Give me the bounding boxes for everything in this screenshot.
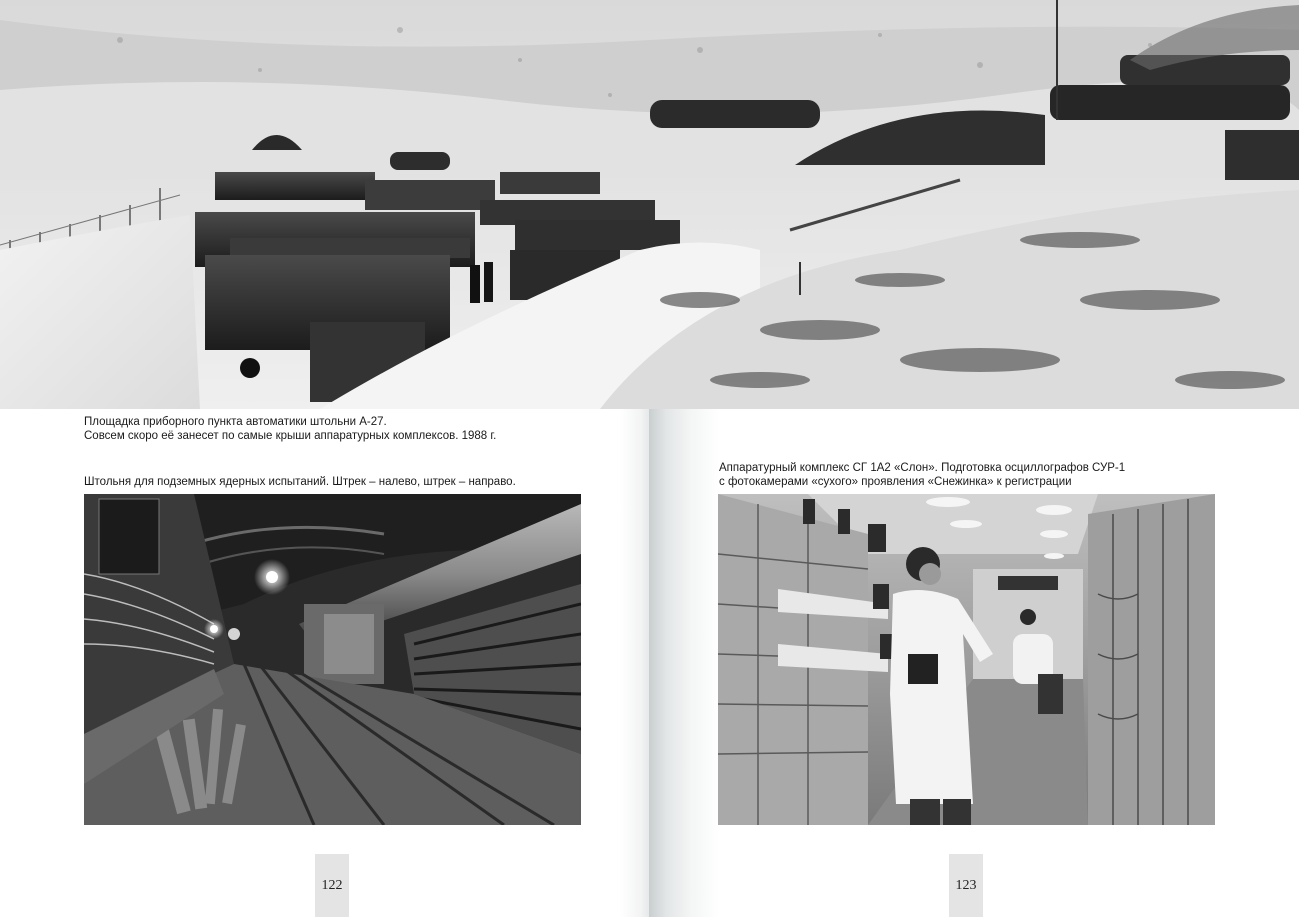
caption-snow-site-line1: Площадка приборного пункта автоматики штольни А-27. bbox=[84, 416, 387, 428]
photo-equipment-lab bbox=[718, 494, 1215, 825]
photo-snow-site-image bbox=[0, 0, 1299, 409]
page-number-left-text: 122 bbox=[321, 877, 343, 893]
caption-tunnel-line1: Штольня для подземных ядерных испытаний. Штрек – налево, штрек – направо. bbox=[84, 476, 516, 488]
caption-lab-line2: с фотокамерами «сухого» проявления «Снежинка» к регистрации bbox=[719, 476, 1072, 488]
gutter-shadow-right bbox=[649, 409, 719, 917]
caption-snow-site bbox=[84, 415, 496, 443]
page-number-left bbox=[315, 854, 349, 917]
photo-tunnel-image bbox=[84, 494, 581, 825]
page-number-right-text: 123 bbox=[955, 877, 977, 893]
photo-snow-site bbox=[0, 0, 1299, 409]
photo-equipment-lab-image bbox=[718, 494, 1215, 825]
caption-lab bbox=[719, 461, 1125, 489]
gutter-shadow-left bbox=[620, 409, 649, 917]
photo-tunnel bbox=[84, 494, 581, 825]
caption-snow-site-line2: Совсем скоро её занесет по самые крыши аппаратурных комплексов. 1988 г. bbox=[84, 430, 497, 442]
page-number-right bbox=[949, 854, 983, 917]
caption-tunnel bbox=[84, 475, 516, 489]
caption-lab-line1: Аппаратурный комплекс СГ 1А2 «Слон». Подготовка осциллографов СУР-1 bbox=[719, 462, 1126, 474]
